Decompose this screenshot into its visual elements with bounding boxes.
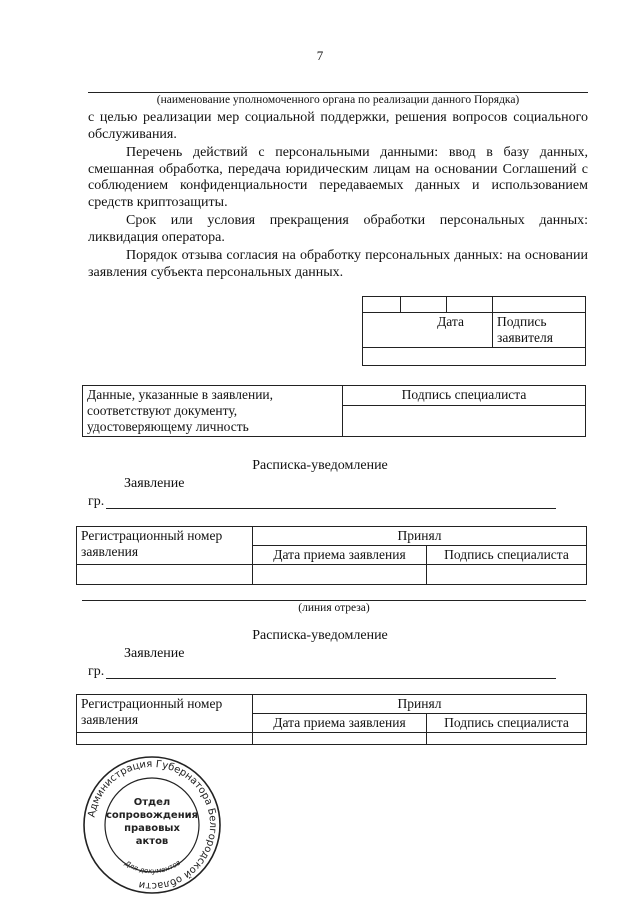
date-accept-field-2[interactable] [253, 733, 427, 745]
gr-label-2: гр. [88, 664, 105, 679]
reg-number-label-2: Регистрационный номер заявления [77, 695, 253, 733]
reg-number-label-1: Регистрационный номер заявления [77, 527, 253, 565]
authority-caption: (наименование уполномоченного органа по реализации данного Порядка) [156, 94, 520, 106]
stamp-center-line-2: сопровождения [105, 810, 199, 821]
actions-paragraph: Перечень действий с персональными данными: ввод в базу данных, смешанная обработка, передача юридическим лицам на основании Соглашений с соблюдением конфиденциальности передаваемых данных и использованием средств криптозащиты. [88, 145, 588, 210]
date-accept-label-1: Дата приема заявления [253, 546, 427, 565]
receipt-table-2 [76, 694, 587, 745]
specialist-signature-field-1[interactable] [427, 565, 587, 585]
date-cell-2[interactable] [401, 297, 447, 313]
statement-label-1: Заявление [124, 476, 185, 491]
specialist-signature-header: Подпись специалиста [343, 386, 586, 406]
stamp-center-line-1: Отдел [133, 797, 171, 808]
accepted-label-2: Принял [253, 695, 587, 714]
stamp-bottom-text: Для документов [123, 858, 183, 876]
specialist-signature-label-1: Подпись специалиста [427, 546, 587, 565]
official-stamp [82, 755, 222, 895]
date-cell-1[interactable] [363, 297, 401, 313]
cut-line-caption: (линия отреза) [298, 602, 370, 614]
statement-label-2: Заявление [124, 646, 185, 661]
reg-number-field-1[interactable] [77, 565, 253, 585]
date-accept-field-1[interactable] [253, 565, 427, 585]
verification-text-cell: Данные, указанные в заявлении, соответствуют документу, удостоверяющему личность [83, 386, 343, 437]
reg-number-field-2[interactable] [77, 733, 253, 745]
receipt-title-1: Расписка-уведомление [252, 458, 388, 473]
stamp-center-line-3: правовых [124, 823, 180, 834]
date-label-cell [363, 313, 493, 348]
signature-label-cell: Подпись заявителя [493, 313, 586, 348]
receipt-table-1 [76, 526, 587, 585]
withdrawal-paragraph: Порядок отзыва согласия на обработку персональных данных: на основании заявления субъекта персональных данных. [88, 248, 588, 280]
accepted-label-1: Принял [253, 527, 587, 546]
stamp-center-line-4: актов [135, 836, 169, 847]
cut-line [82, 600, 586, 601]
specialist-signature-label-2: Подпись специалиста [427, 714, 587, 733]
citizen-name-line-2[interactable] [106, 678, 556, 679]
applicant-signature-table [362, 296, 586, 366]
date-label: Дата [437, 314, 464, 329]
date-accept-label-2: Дата приема заявления [253, 714, 427, 733]
specialist-signature-field-2[interactable] [427, 733, 587, 745]
gr-label-1: гр. [88, 494, 105, 509]
specialist-signature-field[interactable] [343, 406, 586, 437]
date-cell-3[interactable] [447, 297, 493, 313]
citizen-name-line-1[interactable] [106, 508, 556, 509]
signature-cell[interactable] [493, 297, 586, 313]
term-paragraph: Срок или условия прекращения обработки персональных данных: ликвидация оператора. [88, 213, 588, 245]
consent-body [88, 110, 588, 281]
stamp-ring-text: Администрация Губернатора Белгородской области [86, 758, 219, 892]
verification-table [82, 385, 586, 437]
receipt-title-2: Расписка-уведомление [252, 628, 388, 643]
signature-blank-row[interactable] [363, 348, 586, 366]
purpose-paragraph: с целью реализации мер социальной поддержки, решения вопросов социального обслуживания. [88, 110, 588, 142]
page-number: 7 [316, 48, 324, 63]
authority-name-line [88, 92, 588, 93]
